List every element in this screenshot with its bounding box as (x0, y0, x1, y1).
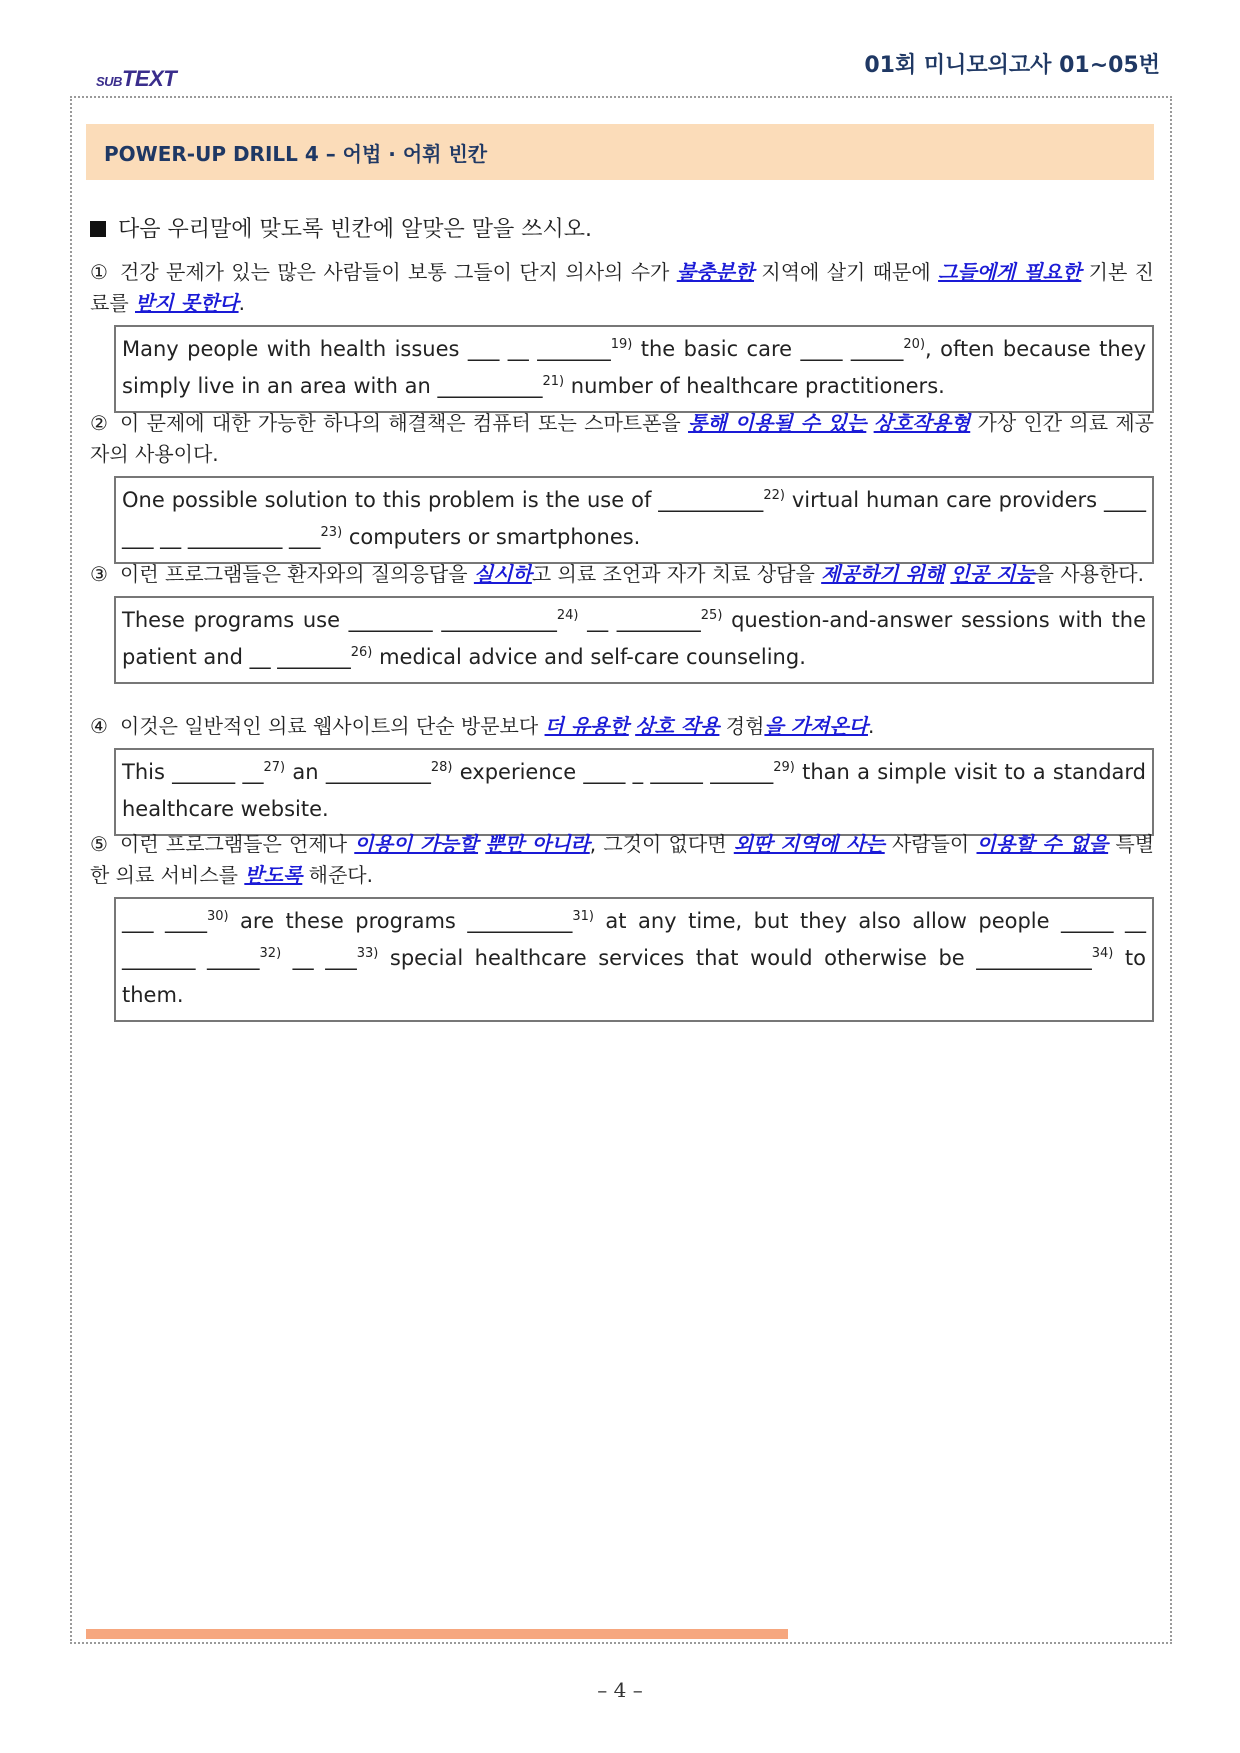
item-number: ④ (90, 714, 108, 738)
prompt-text: 이것은 일반적인 의료 웹사이트의 단순 방문보다 (120, 714, 545, 738)
highlighted-phrase: 뿐만 아니라 (485, 832, 590, 856)
prompt-text: 건강 문제가 있는 많은 사람들이 보통 그들이 단지 의사의 수가 (120, 260, 677, 284)
prompt-text: , 그것이 없다면 (589, 832, 734, 856)
logo-big-text: TEXT (121, 66, 177, 91)
sentence-text: experience ____ _ _____ ______ (452, 760, 774, 784)
blank-number: 32) (259, 946, 282, 961)
english-blank-box (114, 748, 1154, 836)
question-item-5 (90, 829, 1154, 1022)
prompt-text: 가상 인간 의료 제공자의 사용이다. (90, 411, 1154, 466)
item-number: ③ (90, 562, 108, 586)
blank-number: 33) (356, 946, 379, 961)
blank-number: 30) (206, 909, 229, 924)
sentence-text: This ______ __ (122, 760, 264, 784)
highlighted-phrase: 받도록 (244, 863, 303, 887)
korean-prompt (90, 711, 1154, 742)
english-blank-box (114, 596, 1154, 684)
english-blank-box (114, 476, 1154, 564)
korean-prompt (90, 257, 1154, 319)
sentence-text: medical advice and self-care counseling. (372, 645, 806, 669)
blank-number: 21) (542, 374, 565, 389)
korean-prompt (90, 408, 1154, 470)
question-item-3 (90, 559, 1154, 684)
sentence-text: These programs use ________ ___________ (122, 608, 557, 632)
prompt-text: . (238, 291, 245, 315)
item-number: ⑤ (90, 832, 108, 856)
english-blank-box (114, 897, 1154, 1022)
sentence-text: an __________ (285, 760, 431, 784)
prompt-text: 지역에 살기 때문에 (754, 260, 939, 284)
sentence-text: question-and-answer sessions with the patient and __ _______ (122, 608, 1146, 669)
highlighted-phrase: 을 가져온다 (764, 714, 868, 738)
sentence-text: Many people with health issues ___ __ _______ (122, 337, 611, 361)
blank-number: 29) (773, 760, 795, 775)
sentence-text: One possible solution to this problem is the use of __________ (122, 488, 764, 512)
sentence-text: than a simple visit to a standard healthcare website. (122, 760, 1147, 821)
item-number: ② (90, 411, 108, 435)
prompt-text: 해준다. (302, 863, 373, 887)
sentence-text: the basic care ____ _____ (632, 337, 904, 361)
square-bullet-icon (90, 221, 106, 237)
blank-number: 25) (700, 608, 723, 623)
prompt-text (866, 411, 873, 435)
sentence-text: are these programs __________ (228, 909, 573, 933)
highlighted-phrase: 받지 못한다 (135, 291, 239, 315)
blank-number: 34) (1091, 946, 1114, 961)
highlighted-phrase: 실시하 (473, 562, 532, 586)
highlighted-phrase: 인공 지능 (950, 562, 1035, 586)
prompt-text: 을 사용한다. (1034, 562, 1144, 586)
blank-number: 27) (263, 760, 286, 775)
highlighted-phrase: 통해 이용될 수 있는 (688, 411, 867, 435)
highlighted-phrase: 더 유용한 (544, 714, 629, 738)
sentence-text: at any time, but they also allow people _____ __ _______ _____ (122, 909, 1146, 970)
page-number: – 4 – (597, 1678, 643, 1702)
sentence-text: virtual human care providers ____ ___ __ _________ ___ (122, 488, 1147, 549)
question-item-4 (90, 711, 1154, 836)
sentence-text: to them. (122, 946, 1146, 1007)
blank-number: 24) (556, 608, 579, 623)
instruction (90, 212, 592, 243)
sentence-text: computers or smartphones. (342, 525, 641, 549)
prompt-text: 특별한 의료 서비스를 (90, 832, 1155, 887)
highlighted-phrase: 이용이 가능할 (354, 832, 479, 856)
blank-number: 26) (350, 645, 373, 660)
prompt-text: 이런 프로그램들은 환자와의 질의응답을 (120, 562, 474, 586)
prompt-text: 이런 프로그램들은 언제나 (120, 832, 355, 856)
subtext-logo (96, 66, 176, 92)
blank-number: 23) (320, 525, 343, 540)
prompt-text: 기본 진료를 (90, 260, 1155, 315)
question-item-1 (90, 257, 1154, 413)
instruction-text: 다음 우리말에 맞도록 빈칸에 알맞은 말을 쓰시오. (118, 217, 592, 242)
sentence-text: , often because they simply live in an area with an __________ (122, 337, 1147, 398)
sentence-text: number of healthcare practitioners. (564, 374, 945, 398)
sentence-text: special healthcare services that would otherwise be ___________ (378, 946, 1092, 970)
highlighted-phrase: 그들에게 필요한 (938, 260, 1082, 284)
sentence-text: __ ___ (281, 946, 357, 970)
highlighted-phrase: 이용할 수 없을 (976, 832, 1109, 856)
blank-number: 20) (903, 337, 926, 352)
prompt-text: 이 문제에 대한 가능한 하나의 해결책은 컴퓨터 또는 스마트폰을 (120, 411, 689, 435)
english-blank-box (114, 325, 1154, 413)
sentence-text: __ ________ (578, 608, 701, 632)
logo-small-text: SUB (96, 74, 122, 89)
footer-accent-bar (86, 1629, 788, 1639)
blank-number: 22) (763, 488, 785, 503)
question-item-2 (90, 408, 1154, 564)
item-number: ① (90, 260, 108, 284)
highlighted-phrase: 상호 작용 (635, 714, 720, 738)
page-header-title: 01회 미니모의고사 01~05번 (864, 53, 1160, 78)
prompt-text: 사람들이 (884, 832, 977, 856)
prompt-text: 경험 (719, 714, 765, 738)
blank-number: 31) (572, 909, 594, 924)
blank-number: 19) (610, 337, 633, 352)
highlighted-phrase: 불충분한 (676, 260, 755, 284)
highlighted-phrase: 상호작용형 (873, 411, 971, 435)
sentence-text: ___ ____ (122, 909, 207, 933)
blank-number: 28) (430, 760, 453, 775)
highlighted-phrase: 제공하기 위해 (821, 562, 945, 586)
prompt-text: . (867, 714, 875, 738)
highlighted-phrase: 외딴 지역에 사는 (733, 832, 885, 856)
korean-prompt (90, 829, 1154, 891)
drill-banner: POWER-UP DRILL 4 – 어법 · 어휘 빈칸 (86, 124, 1154, 180)
korean-prompt (90, 559, 1154, 590)
prompt-text: 고 의료 조언과 자가 치료 상담을 (531, 562, 822, 586)
